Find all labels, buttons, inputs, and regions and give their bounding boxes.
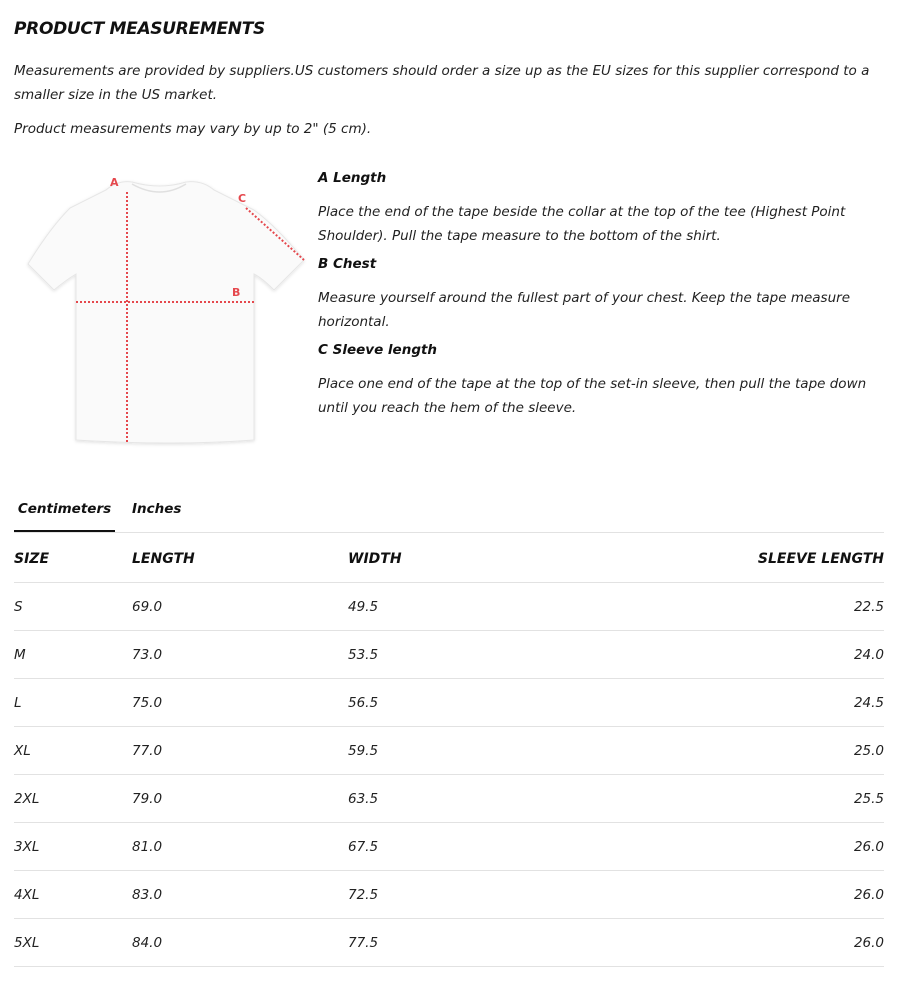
guide-text-chest: Measure yourself around the fullest part of your chest. Keep the tape measure horizontal.	[318, 290, 851, 330]
header-length: LENGTH	[132, 536, 348, 583]
cell-sleeve-length: 25.0	[684, 727, 884, 775]
guide-heading-length: A Length	[318, 170, 387, 186]
measurement-guide	[318, 166, 888, 424]
tab-inches[interactable]: Inches	[132, 501, 182, 517]
variance-note: Product measurements may vary by up to 2" (5 cm).	[14, 121, 372, 137]
unit-tabs	[14, 496, 884, 533]
cell-size: 2XL	[14, 775, 132, 823]
table-row	[14, 679, 884, 727]
cell-length: 77.0	[132, 727, 348, 775]
cell-size: L	[14, 679, 132, 727]
cell-sleeve-length: 24.5	[684, 679, 884, 727]
table-row	[14, 775, 884, 823]
tab-centimeters[interactable]: Centimeters	[14, 496, 115, 532]
header-sleeve-length: SLEEVE LENGTH	[684, 536, 884, 583]
tshirt-shape	[28, 182, 304, 443]
cell-width: 56.5	[348, 679, 684, 727]
cell-sleeve-length: 25.5	[684, 775, 884, 823]
table-row	[14, 871, 884, 919]
table-row	[14, 919, 884, 967]
cell-size: 5XL	[14, 919, 132, 967]
header-size: SIZE	[14, 536, 132, 583]
cell-length: 81.0	[132, 823, 348, 871]
cell-length: 84.0	[132, 919, 348, 967]
guide-text-length: Place the end of the tape beside the collar at the top of the tee (Highest Point Shoulder). Pull the tape measure to the bottom of the shirt.	[318, 204, 846, 244]
intro-text: Measurements are provided by suppliers.US customers should order a size up as the EU sizes for this supplier correspond to a smaller size in the US market.	[14, 63, 870, 103]
cell-size: 4XL	[14, 871, 132, 919]
label-b: B	[232, 286, 241, 299]
cell-sleeve-length: 24.0	[684, 631, 884, 679]
cell-size: S	[14, 583, 132, 631]
cell-sleeve-length: 26.0	[684, 823, 884, 871]
cell-width: 63.5	[348, 775, 684, 823]
cell-width: 67.5	[348, 823, 684, 871]
cell-width: 59.5	[348, 727, 684, 775]
cell-sleeve-length: 22.5	[684, 583, 884, 631]
cell-width: 53.5	[348, 631, 684, 679]
cell-length: 83.0	[132, 871, 348, 919]
cell-sleeve-length: 26.0	[684, 919, 884, 967]
cell-length: 79.0	[132, 775, 348, 823]
guide-text-sleeve: Place one end of the tape at the top of the set-in sleeve, then pull the tape down until you reach the hem of the sleeve.	[318, 376, 867, 416]
table-row	[14, 823, 884, 871]
table-row	[14, 631, 884, 679]
size-table	[14, 536, 884, 967]
page-title: PRODUCT MEASUREMENTS	[14, 19, 265, 39]
cell-length: 73.0	[132, 631, 348, 679]
cell-width: 72.5	[348, 871, 684, 919]
tshirt-illustration	[14, 170, 310, 450]
guide-heading-sleeve: C Sleeve length	[318, 342, 438, 358]
label-c: C	[238, 192, 247, 205]
cell-width: 77.5	[348, 919, 684, 967]
table-row	[14, 583, 884, 631]
header-width: WIDTH	[348, 536, 684, 583]
cell-sleeve-length: 26.0	[684, 871, 884, 919]
guide-heading-chest: B Chest	[318, 256, 377, 272]
label-a: A	[110, 176, 119, 189]
cell-width: 49.5	[348, 583, 684, 631]
tshirt-diagram	[14, 170, 310, 450]
cell-size: XL	[14, 727, 132, 775]
cell-length: 75.0	[132, 679, 348, 727]
table-row	[14, 727, 884, 775]
cell-length: 69.0	[132, 583, 348, 631]
cell-size: M	[14, 631, 132, 679]
cell-size: 3XL	[14, 823, 132, 871]
table-header-row	[14, 536, 884, 583]
